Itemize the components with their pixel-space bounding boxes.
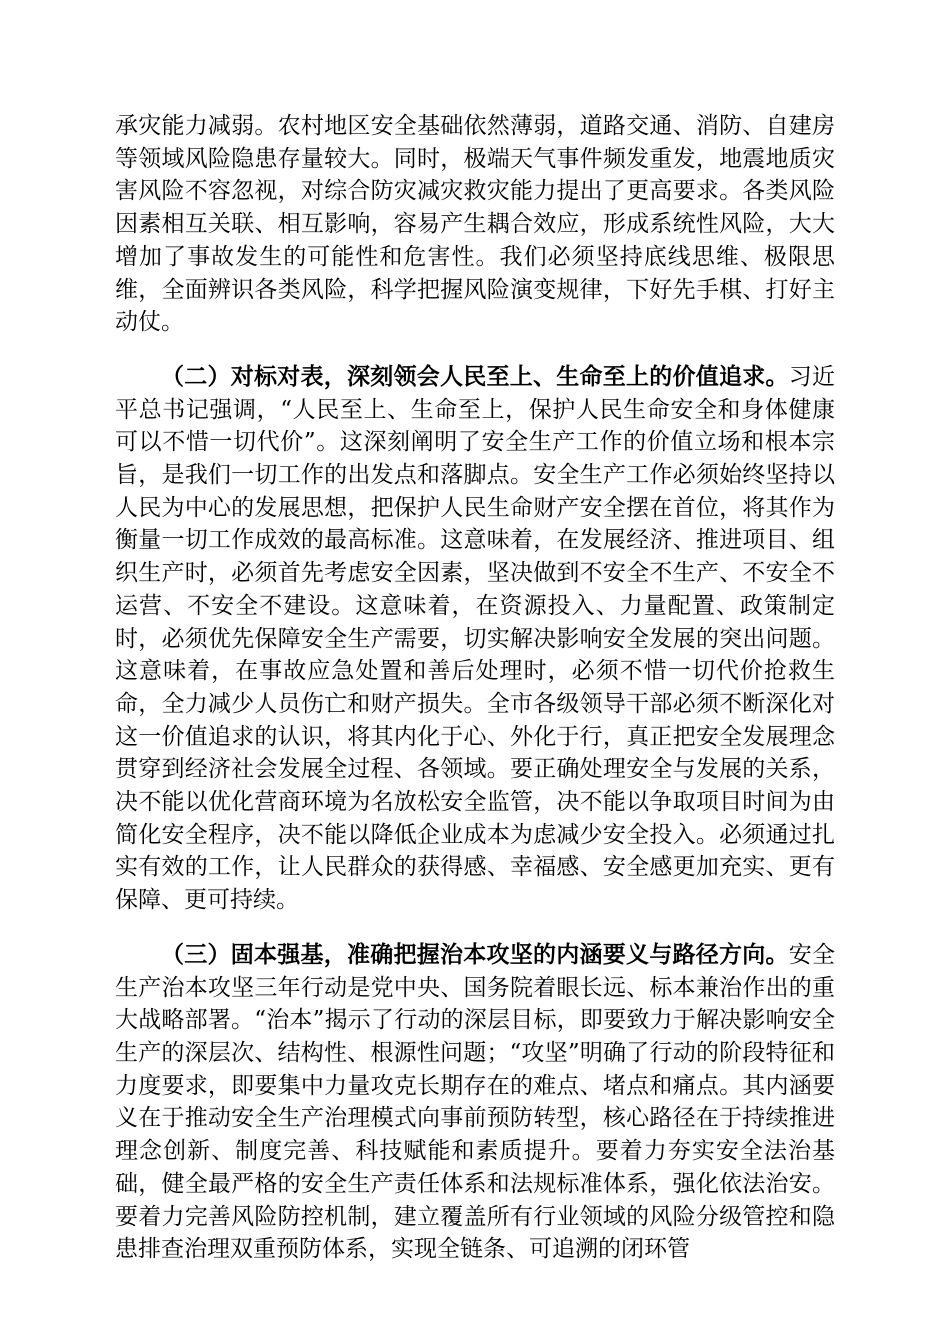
paragraph-2-body: 习近平总书记强调，“人民至上、生命至上，保护人民生命安全和身体健康可以不惜一切代价”。这深刻阐明了安全生产工作的价值立场和根本宗旨，是我们一切工作的出发点和落脚点。安全生产工作必须始终坚持以人民为中心的发展思想，把保护人民生命财产安全摆在首位，将其作为衡量一切工作成效的最高标准。这意味着，在发展经济、推进项目、组织生产时，必须首先考虑安全因素，坚决做到不安全不生产、不安全不运营、不安全不建设。这意味着，在资源投入、力量配置、政策制定时，必须优先保障安全生产需要，切实解决影响安全发展的突出问题。这意味着，在事故应急处置和善后处理时，必须不惜一切代价抢救生命，全力减少人员伤亡和财产损失。全市各级领导干部必须不断深化对这一价值追求的认识，将其内化于心、外化于行，真正把安全发展理念贯穿到经济社会发展全过程、各领域。要正确处理安全与发展的关系，决不能以优化营商环境为名放松安全监管，决不能以争取项目时间为由简化安全程序，决不能以降低企业成本为虑减少安全投入。必须通过扎实有效的工作，让人民群众的获得感、幸福感、安全感更加充实、更有保障、更可持续。 <box>115 363 835 914</box>
paragraph-3 <box>115 939 835 1266</box>
section-heading-3: （三）固本强基，准确把握治本攻坚的内涵要义与路径方向。 <box>161 940 789 968</box>
paragraph-2 <box>115 361 835 917</box>
paragraph-3-body: 安全生产治本攻坚三年行动是党中央、国务院着眼长远、标本兼治作出的重大战略部署。“治本”揭示了行动的深层目标，即要致力于解决影响安全生产的深层次、结构性、根源性问题；“攻坚”明确了行动的阶段特征和力度要求，即要集中力量攻克长期存在的难点、堵点和痛点。其内涵要义在于推动安全生产治理模式向事前预防转型，核心路径在于持续推进理念创新、制度完善、科技赋能和素质提升。要着力夯实安全法治基础，健全最严格的安全生产责任体系和法规标准体系，强化依法治安。要着力完善风险防控机制，建立覆盖所有行业领域的风险分级管控和隐患排查治理双重预防体系，实现全链条、可追溯的闭环管 <box>115 941 835 1263</box>
paragraph-1 <box>115 110 835 339</box>
document-page <box>115 110 835 1288</box>
paragraph-1-body: 承灾能力减弱。农村地区安全基础依然薄弱，道路交通、消防、自建房等领域风险隐患存量较大。同时，极端天气事件频发重发，地震地质灾害风险不容忽视，对综合防灾减灾救灾能力提出了更高要求。各类风险因素相互关联、相互影响，容易产生耦合效应，形成系统性风险，大大增加了事故发生的可能性和危害性。我们必须坚持底线思维、极限思维，全面辨识各类风险，科学把握风险演变规律，下好先手棋、打好主动仗。 <box>115 113 835 336</box>
section-heading-2: （二）对标对表，深刻领会人民至上、生命至上的价值追求。 <box>161 362 789 390</box>
